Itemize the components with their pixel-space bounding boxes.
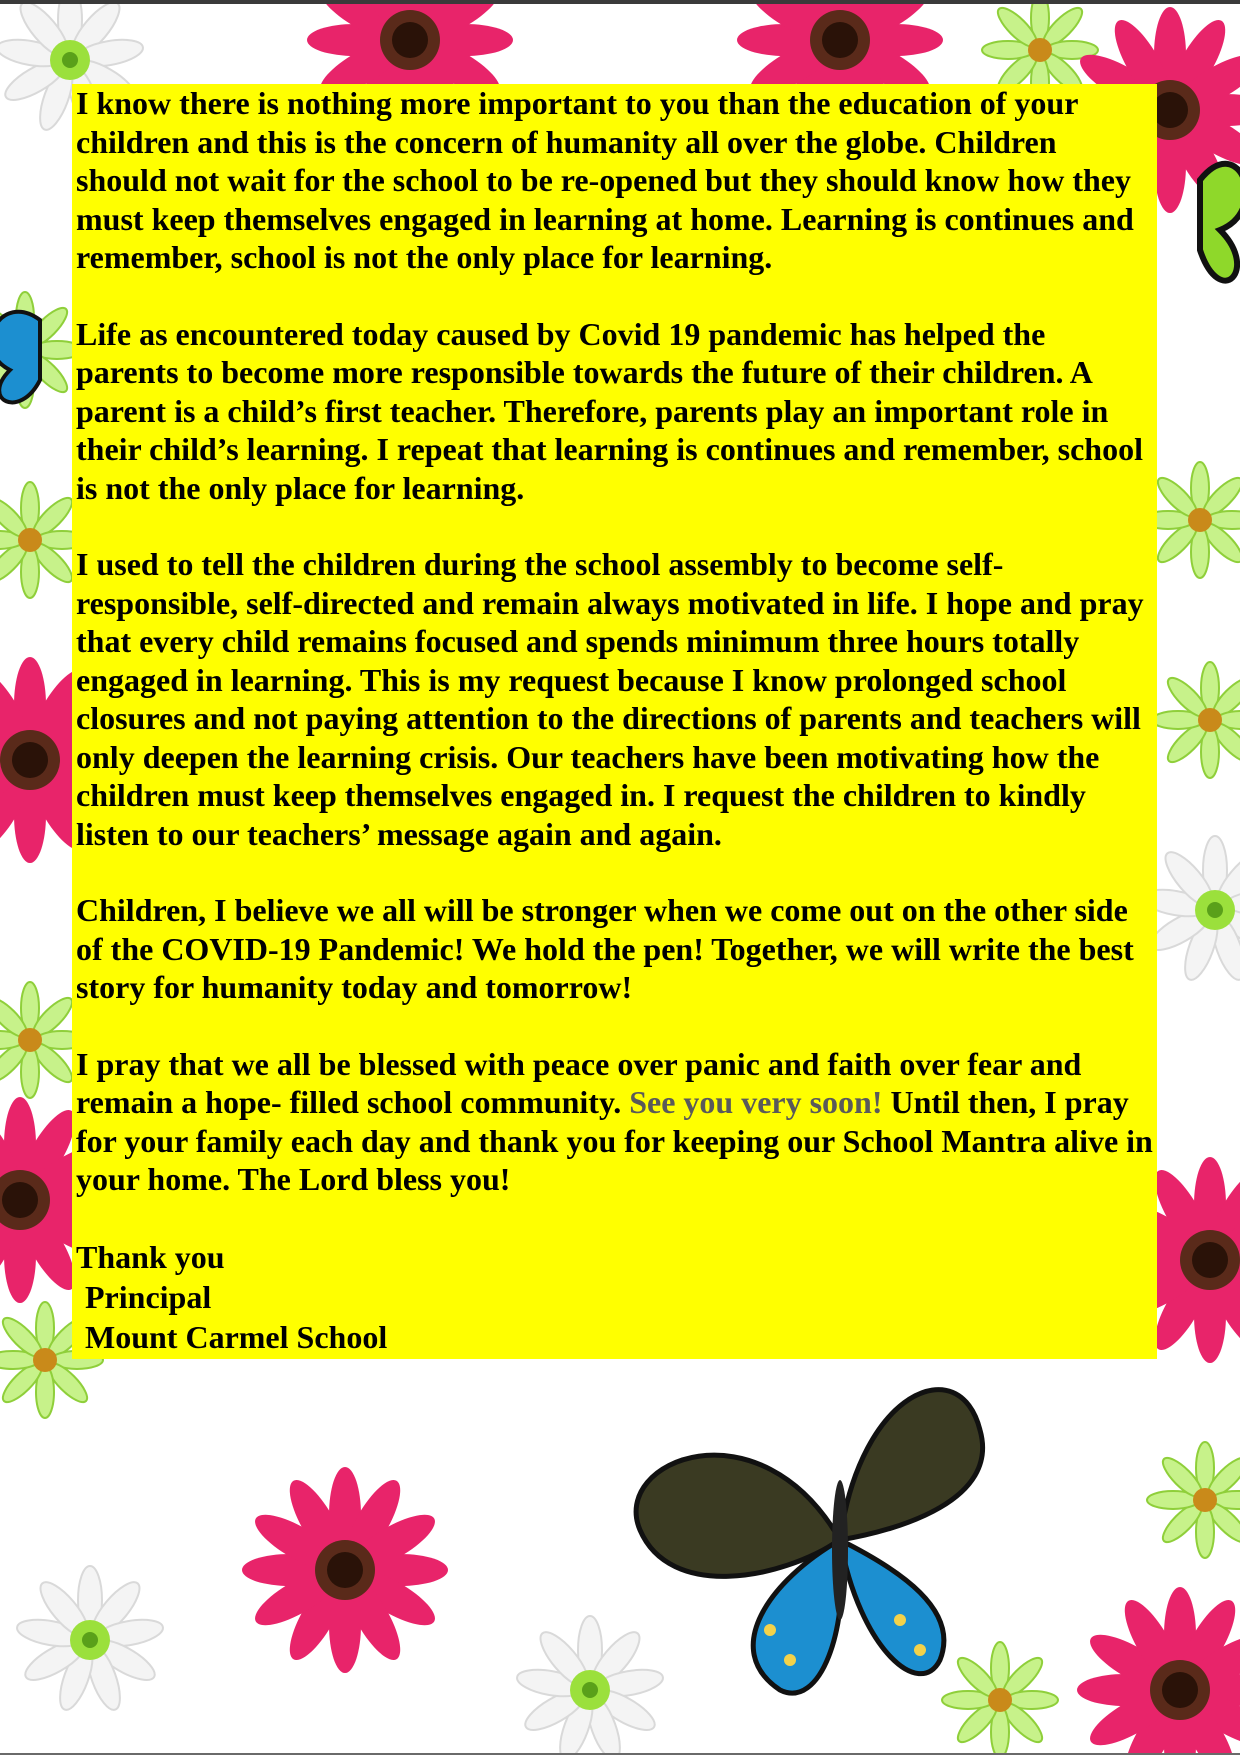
letter-paragraph-3: I used to tell the children during the school assembly to become self-responsible, self-directed and remain always motivated in life. I hope and pray that every child remains focused and spends minimum three hours totally engaged in learning. This is my request because I know prolonged school closures and not paying attention to the directions of parents and teachers will only deepen the learning crisis. Our teachers have been motivating how the children must keep themselves engaged in. I request the children to kindly listen to our teachers’ message again and again. [76, 546, 1144, 852]
letter-paragraph-2: Life as encountered today caused by Covid 19 pandemic has helped the parents to become more responsible towards the future of their children. A parent is a child’s first teacher. Therefore, parents play an important role in their child’s learning. I repeat that learning is continues and remember, school is not the only place for learning. [76, 315, 1143, 506]
closing-text-after: Until then, I pray for your family each day and thank you for keeping our School Mantra alive in your home. The Lord bless you! [76, 1084, 1153, 1197]
letter-text-box [72, 84, 1157, 1359]
letter-paragraph-4: Children, I believe we all will be stronger when we come out on the other side of the COVID-19 Pandemic! We hold the pen! Together, we will write the best story for humanity today and tomorrow! [76, 892, 1134, 1005]
signature-school: Mount Carmel School [85, 1318, 388, 1355]
signature-thanks: Thank you [76, 1238, 225, 1275]
signature-block [76, 1237, 1153, 1357]
signature-role: Principal [85, 1278, 212, 1315]
letter-paragraph-1: I know there is nothing more important to you than the education of your children and this is the concern of humanity all over the globe. Children should not wait for the school to be re-opened but they should know how they must keep themselves engaged in learning at home. Learning is continues and remember, school is not the only place for learning. [76, 85, 1134, 275]
letter-closing-paragraph [76, 1045, 1153, 1199]
closing-highlight: See you very soon! [629, 1084, 883, 1120]
closing-text-before: I pray that we all be blessed with peace over panic and faith over fear and remain a hope- filled school community. [76, 1045, 1082, 1120]
